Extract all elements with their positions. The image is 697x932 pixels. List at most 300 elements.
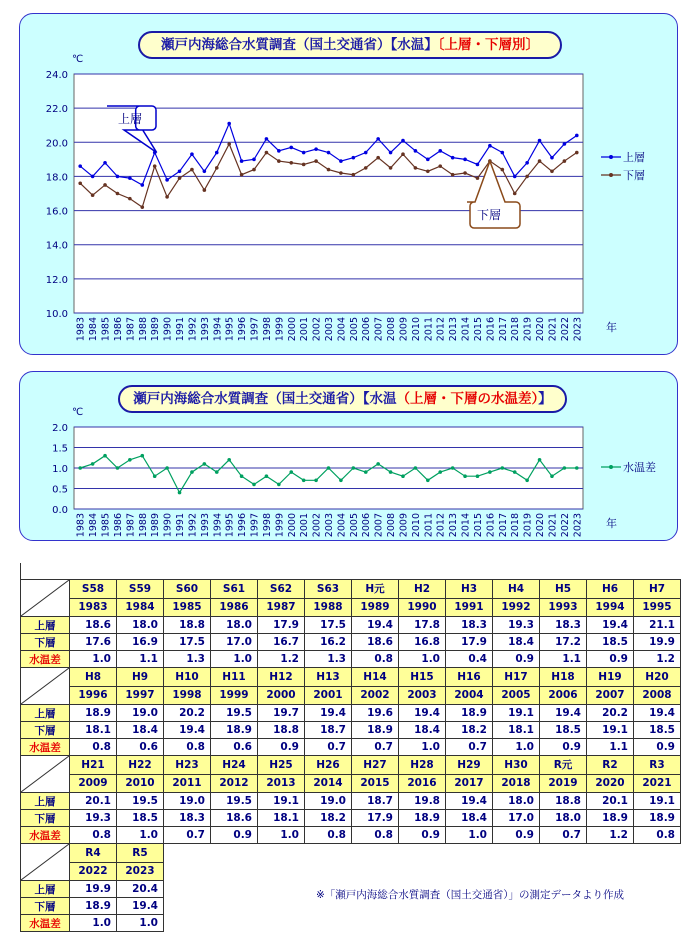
chart1-data-point — [550, 156, 554, 160]
chart1-data-point — [314, 159, 318, 163]
year-cell: 1991 — [446, 598, 493, 617]
chart2-xtick-label: 1984 — [88, 513, 100, 538]
chart1-data-point — [525, 175, 529, 179]
era-cell: S62 — [258, 580, 305, 599]
value-cell: 0.9 — [258, 739, 305, 756]
year-cell: 2022 — [70, 862, 117, 881]
chart1-data-point — [438, 149, 442, 153]
era-cell: S60 — [164, 580, 211, 599]
chart1-xtick-label: 2023 — [572, 317, 584, 342]
value-cell: 18.6 — [352, 634, 399, 651]
year-cell: 1984 — [117, 598, 164, 617]
year-cell: 1986 — [211, 598, 258, 617]
value-cell: 19.0 — [305, 793, 352, 810]
row-label-upper: 上層 — [21, 705, 70, 722]
corner-diagonal-line — [21, 580, 69, 616]
chart2-xtick-label: 1994 — [212, 513, 224, 538]
year-cell: 2020 — [587, 774, 634, 793]
value-cell: 0.9 — [493, 827, 540, 844]
chart2-data-point — [575, 466, 579, 470]
value-cell: 0.7 — [446, 739, 493, 756]
chart1-data-point — [190, 152, 194, 156]
value-cell: 16.8 — [399, 634, 446, 651]
chart1-xtick-label: 2008 — [386, 317, 398, 342]
year-cell: 2005 — [493, 686, 540, 705]
chart1-data-point — [426, 170, 430, 174]
era-cell: S63 — [305, 580, 352, 599]
chart1-data-point — [575, 134, 579, 138]
chart2-data-point — [140, 454, 144, 458]
chart1-data-point — [438, 164, 442, 168]
era-cell: R3 — [634, 756, 681, 775]
era-cell: H15 — [399, 668, 446, 687]
chart2-data-point — [451, 466, 455, 470]
chart1-data-point — [501, 168, 505, 172]
chart1-data-point — [165, 178, 169, 182]
value-cell: 1.0 — [399, 739, 446, 756]
chart2-ytick-label: 1.0 — [52, 464, 68, 475]
chart1-data-point — [476, 163, 480, 167]
chart2-xtick-label: 1993 — [199, 513, 211, 538]
value-cell: 19.5 — [117, 793, 164, 810]
chart1-data-point — [550, 170, 554, 174]
chart1-y-unit: ℃ — [72, 54, 84, 65]
era-cell: H12 — [258, 668, 305, 687]
chart2-xtick-label: 2012 — [435, 513, 447, 538]
chart2-data-point — [538, 458, 542, 462]
value-cell: 17.2 — [540, 634, 587, 651]
year-cell: 2013 — [258, 774, 305, 793]
chart2-title-end: 】 — [538, 391, 552, 407]
value-cell: 18.1 — [258, 810, 305, 827]
era-cell: H6 — [587, 580, 634, 599]
chart1-xtick-label: 2007 — [373, 317, 385, 342]
chart1-data-point — [140, 183, 144, 187]
table-row-upper — [21, 617, 681, 634]
value-cell: 1.1 — [587, 739, 634, 756]
chart2-xtick-label: 2008 — [386, 513, 398, 538]
chart1-data-point — [513, 175, 517, 179]
year-cell: 1993 — [540, 598, 587, 617]
year-cell: 2001 — [305, 686, 352, 705]
chart2-data-point — [488, 470, 492, 474]
corner-diagonal — [21, 580, 69, 616]
row-label-lower: 下層 — [21, 810, 70, 827]
year-cell: 2023 — [117, 862, 164, 881]
year-cell: 2009 — [70, 774, 117, 793]
row-label-upper: 上層 — [21, 617, 70, 634]
value-cell: 19.5 — [211, 705, 258, 722]
chart2-xtick-label: 2006 — [361, 513, 373, 538]
chart1-data-point — [538, 159, 542, 163]
era-cell: H24 — [211, 756, 258, 775]
chart2-xtick-label: 1999 — [274, 513, 286, 538]
value-cell: 18.3 — [446, 617, 493, 634]
value-cell: 1.0 — [117, 827, 164, 844]
value-cell: 0.8 — [70, 827, 117, 844]
chart2-data-point — [501, 466, 505, 470]
table-row-upper — [21, 705, 681, 722]
chart2-data-point — [165, 466, 169, 470]
chart2-legend-label: 水温差 — [623, 461, 656, 474]
year-cell: 2018 — [493, 774, 540, 793]
chart2-xtick-label: 2010 — [410, 513, 422, 538]
era-cell: H4 — [493, 580, 540, 599]
value-cell: 1.2 — [634, 651, 681, 668]
chart2-xtick-label: 2022 — [559, 513, 571, 538]
era-cell: R5 — [117, 844, 164, 863]
chart1-data-point — [227, 122, 231, 126]
chart1-xtick-label: 2020 — [535, 317, 547, 342]
chart1-data-point — [103, 183, 107, 187]
chart2-data-point — [352, 466, 356, 470]
callout-upper-label: 上層 — [117, 112, 143, 126]
chart1-data-point — [389, 166, 393, 170]
chart1-ytick-label: 24.0 — [45, 70, 68, 81]
chart1-data-point — [327, 151, 331, 155]
chart2-xtick-label: 2000 — [286, 513, 298, 538]
chart1-xtick-label: 2005 — [348, 317, 360, 342]
chart2-xtick-label: 1992 — [187, 513, 199, 538]
era-cell: H5 — [540, 580, 587, 599]
chart2-xtick-label: 1995 — [224, 513, 236, 538]
chart1-data-point — [140, 205, 144, 209]
value-cell: 19.4 — [305, 705, 352, 722]
year-cell: 2002 — [352, 686, 399, 705]
chart1-data-point — [302, 163, 306, 167]
row-label-diff: 水温差 — [21, 827, 70, 844]
value-cell: 18.5 — [540, 722, 587, 739]
chart1-data-point — [414, 166, 418, 170]
chart2-ytick-label: 2.0 — [52, 423, 68, 434]
chart1-data-point — [451, 173, 455, 177]
era-cell: H22 — [117, 756, 164, 775]
chart2-data-point — [563, 466, 567, 470]
chart1-data-point — [78, 164, 82, 168]
chart1-data-point — [414, 149, 418, 153]
era-cell: H26 — [305, 756, 352, 775]
chart2-data-point — [463, 474, 467, 478]
chart2-xtick-label: 1987 — [125, 513, 137, 538]
chart2-xtick-label: 2001 — [299, 513, 311, 538]
table-corner-cell — [21, 580, 70, 617]
chart2-xtick-label: 2018 — [510, 513, 522, 538]
value-cell: 18.9 — [587, 810, 634, 827]
chart2-xtick-label: 2007 — [373, 513, 385, 538]
table-corner-cell — [21, 844, 70, 881]
chart1-data-point — [389, 151, 393, 155]
source-note: ※「瀬戸内海総合水質調査（国土交通省）」の測定データより作成 — [316, 889, 625, 901]
chart1-data-point — [364, 151, 368, 155]
year-cell: 1995 — [634, 598, 681, 617]
chart2-xtick-label: 2015 — [472, 513, 484, 538]
value-cell: 19.6 — [352, 705, 399, 722]
chart1-data-point — [289, 146, 293, 150]
value-cell: 17.0 — [211, 634, 258, 651]
chart2-xtick-label: 1986 — [112, 513, 124, 538]
value-cell: 0.7 — [352, 739, 399, 756]
chart1-data-point — [91, 193, 95, 197]
chart2-xtick-label: 2003 — [324, 513, 335, 538]
value-cell: 20.2 — [587, 705, 634, 722]
chart1-xtick-label: 2011 — [423, 317, 435, 342]
value-cell: 1.0 — [493, 739, 540, 756]
value-cell: 0.9 — [399, 827, 446, 844]
value-cell: 19.0 — [164, 793, 211, 810]
value-cell: 17.9 — [352, 810, 399, 827]
chart1-data-point — [352, 156, 356, 160]
chart2-data-point — [414, 466, 418, 470]
value-cell: 18.0 — [117, 617, 164, 634]
chart2-data-point — [215, 470, 219, 474]
era-cell: H元 — [352, 580, 399, 599]
chart2-xtick-label: 1996 — [237, 513, 249, 538]
year-cell: 1983 — [70, 598, 117, 617]
chart1-data-point — [463, 158, 467, 162]
year-cell: 2012 — [211, 774, 258, 793]
chart1-data-point — [476, 176, 480, 180]
era-cell: H23 — [164, 756, 211, 775]
value-cell: 19.8 — [399, 793, 446, 810]
chart1-legend-marker — [609, 155, 613, 159]
value-cell: 18.8 — [540, 793, 587, 810]
era-cell: H20 — [634, 668, 681, 687]
year-cell: 2011 — [164, 774, 211, 793]
era-cell: H13 — [305, 668, 352, 687]
chart1-legend-marker — [609, 173, 613, 177]
value-cell: 20.1 — [70, 793, 117, 810]
chart2-data-point — [203, 462, 207, 466]
value-cell: 21.1 — [634, 617, 681, 634]
chart1-data-point — [252, 158, 256, 162]
chart1-ytick-label: 20.0 — [45, 138, 68, 150]
value-cell: 17.0 — [493, 810, 540, 827]
chart1-data-point — [376, 137, 380, 141]
chart1-xtick-label: 1983 — [75, 317, 87, 342]
value-cell: 19.9 — [70, 881, 117, 898]
value-cell: 19.4 — [540, 705, 587, 722]
chart2-xtick-label: 2016 — [485, 513, 497, 538]
chart2-data-point — [401, 474, 405, 478]
value-cell: 0.7 — [164, 827, 211, 844]
chart1-xtick-label: 2021 — [547, 317, 559, 342]
chart1-xtick-label: 1988 — [137, 317, 149, 342]
chart1-xtick-label: 2012 — [435, 317, 447, 342]
chart1-xtick-label: 2018 — [510, 317, 522, 342]
chart1-data-point — [103, 161, 107, 165]
value-cell: 1.3 — [305, 651, 352, 668]
chart2-xtick-label: 1998 — [261, 513, 273, 538]
value-cell: 1.1 — [117, 651, 164, 668]
chart1-ytick-label: 10.0 — [45, 309, 68, 320]
chart1-data-point — [215, 166, 219, 170]
chart2-xtick-label: 2019 — [522, 513, 534, 538]
era-cell: H30 — [493, 756, 540, 775]
era-cell: H19 — [587, 668, 634, 687]
chart1-xtick-label: 1984 — [88, 317, 100, 342]
value-cell: 1.3 — [164, 651, 211, 668]
year-cell: 1997 — [117, 686, 164, 705]
value-cell: 19.4 — [352, 617, 399, 634]
chart1-xtick-label: 1989 — [150, 317, 162, 342]
data-table — [20, 563, 681, 932]
year-cell: 1994 — [587, 598, 634, 617]
year-cell: 2006 — [540, 686, 587, 705]
chart1-data-point — [302, 151, 306, 155]
chart1-data-point — [178, 176, 182, 180]
chart2-data-point — [78, 466, 82, 470]
era-cell: H7 — [634, 580, 681, 599]
chart2-data-point — [339, 479, 343, 483]
value-cell: 18.9 — [352, 722, 399, 739]
chart1-xtick-label: 2004 — [336, 317, 348, 342]
value-cell: 1.0 — [446, 827, 493, 844]
chart1-data-point — [488, 144, 492, 148]
value-cell: 18.2 — [446, 722, 493, 739]
era-cell: H25 — [258, 756, 305, 775]
year-cell: 2015 — [352, 774, 399, 793]
chart2-xtick-label: 1983 — [75, 513, 87, 538]
chart1-legend-label: 上層 — [623, 151, 645, 164]
chart1-legend-label: 下層 — [623, 169, 645, 182]
value-cell: 19.1 — [258, 793, 305, 810]
value-cell: 18.3 — [540, 617, 587, 634]
value-cell: 16.7 — [258, 634, 305, 651]
chart1-data-point — [525, 161, 529, 165]
chart1-xtick-label: 2013 — [448, 317, 460, 342]
value-cell: 19.5 — [211, 793, 258, 810]
chart1-xtick-label: 2019 — [522, 317, 534, 342]
chart1-data-point — [401, 139, 405, 143]
value-cell: 18.9 — [446, 705, 493, 722]
value-cell: 19.1 — [634, 793, 681, 810]
chart1-ytick-label: 18.0 — [45, 172, 68, 184]
value-cell: 18.9 — [70, 705, 117, 722]
chart1-xtick-label: 1995 — [224, 317, 236, 342]
chart1-data-point — [178, 170, 182, 174]
year-cell: 2017 — [446, 774, 493, 793]
chart2-title-sub: （上層・下層の水温差） — [396, 391, 539, 407]
row-label-upper: 上層 — [21, 793, 70, 810]
era-cell: H2 — [399, 580, 446, 599]
chart1-xtick-label: 1985 — [100, 317, 112, 342]
value-cell: 19.3 — [70, 810, 117, 827]
era-row — [21, 668, 681, 687]
chart2-xtick-label: 1988 — [137, 513, 149, 538]
year-cell: 1996 — [70, 686, 117, 705]
chart2-data-point — [426, 479, 430, 483]
chart1-ytick-label: 12.0 — [45, 274, 68, 286]
chart1-xtick-label: 1999 — [274, 317, 286, 342]
value-cell: 0.8 — [305, 827, 352, 844]
year-cell: 1987 — [258, 598, 305, 617]
chart2-xtick-label: 2020 — [535, 513, 547, 538]
chart1-data-point — [463, 171, 467, 175]
year-cell: 2010 — [117, 774, 164, 793]
chart1-data-point — [277, 149, 281, 153]
chart1-data-point — [227, 142, 231, 146]
chart2-data-point — [153, 474, 157, 478]
value-cell: 1.0 — [70, 651, 117, 668]
year-cell: 1998 — [164, 686, 211, 705]
chart1-xtick-label: 2017 — [497, 317, 509, 342]
chart1-data-point — [352, 173, 356, 177]
chart2-xtick-label: 2013 — [448, 513, 460, 538]
value-cell: 0.8 — [164, 739, 211, 756]
chart1-data-point — [426, 158, 430, 162]
value-cell: 17.5 — [305, 617, 352, 634]
value-cell: 18.9 — [70, 898, 117, 915]
chart1-xtick-label: 2002 — [311, 317, 323, 342]
chart2-data-point — [289, 470, 293, 474]
table-row-diff — [21, 827, 681, 844]
value-cell: 1.0 — [70, 915, 117, 932]
value-cell: 18.4 — [117, 722, 164, 739]
year-cell: 1985 — [164, 598, 211, 617]
chart1-data-point — [91, 175, 95, 179]
chart1-data-point — [116, 175, 120, 179]
year-cell: 2014 — [305, 774, 352, 793]
value-cell: 19.7 — [258, 705, 305, 722]
era-cell: H16 — [446, 668, 493, 687]
value-cell: 19.4 — [587, 617, 634, 634]
chart1-data-point — [314, 147, 318, 151]
value-cell: 17.6 — [70, 634, 117, 651]
corner-diagonal — [21, 756, 69, 792]
value-cell: 20.1 — [587, 793, 634, 810]
chart2-xtick-label: 1991 — [175, 513, 187, 538]
chart1-data-point — [78, 181, 82, 185]
value-cell: 18.2 — [305, 810, 352, 827]
era-cell: S59 — [117, 580, 164, 599]
chart2-xtick-label: 1997 — [249, 513, 261, 538]
value-cell: 1.0 — [211, 651, 258, 668]
chart1-data-point — [451, 156, 455, 160]
value-cell: 1.0 — [117, 915, 164, 932]
chart1-xtick-label: 1987 — [125, 317, 137, 342]
chart2-data-point — [314, 479, 318, 483]
chart1-data-point — [538, 139, 542, 143]
chart2-data-point — [190, 470, 194, 474]
chart2-data-point — [128, 458, 132, 462]
chart2-data-point — [513, 470, 517, 474]
year-row — [21, 598, 681, 617]
chart2-data-point — [91, 462, 95, 466]
year-cell: 1990 — [399, 598, 446, 617]
value-cell: 18.0 — [211, 617, 258, 634]
value-cell: 19.1 — [587, 722, 634, 739]
table-row-lower — [21, 634, 681, 651]
chart2-xtick-label: 2009 — [398, 513, 410, 538]
era-cell: H3 — [446, 580, 493, 599]
year-cell: 2007 — [587, 686, 634, 705]
chart2-data-point — [178, 491, 182, 495]
chart1-xtick-label: 1992 — [187, 317, 199, 342]
value-cell: 0.7 — [540, 827, 587, 844]
chart1-xtick-label: 2000 — [286, 317, 298, 342]
year-cell: 2008 — [634, 686, 681, 705]
table-row-lower — [21, 722, 681, 739]
chart2-data-point — [265, 474, 269, 478]
value-cell: 18.6 — [70, 617, 117, 634]
value-cell: 0.7 — [305, 739, 352, 756]
chart1-xtick-label: 2009 — [398, 317, 410, 342]
era-cell: S58 — [70, 580, 117, 599]
value-cell: 20.2 — [164, 705, 211, 722]
chart1-xtick-label: 1998 — [261, 317, 273, 342]
era-cell: H17 — [493, 668, 540, 687]
value-cell: 18.5 — [117, 810, 164, 827]
